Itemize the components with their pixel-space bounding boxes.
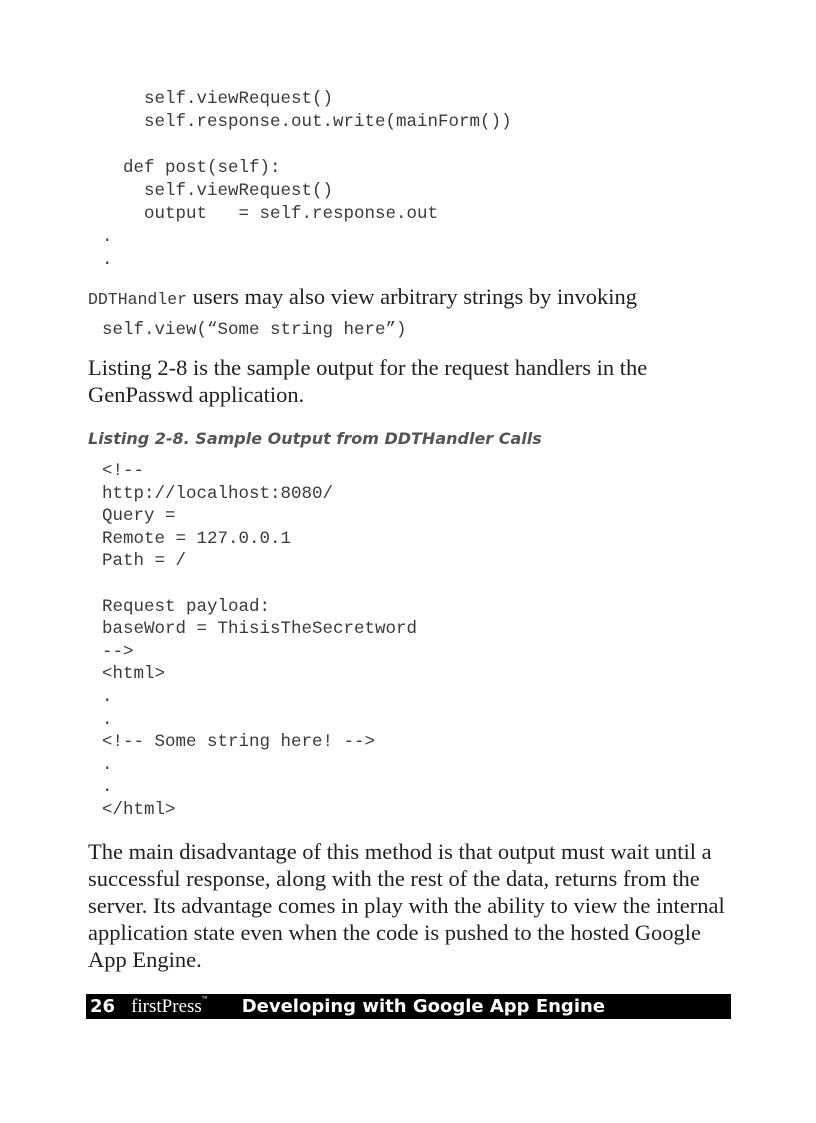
code-line: output = self.response.out: [102, 204, 439, 224]
inline-code-ddthandler: DDTHandler: [88, 290, 188, 309]
code-line: -->: [102, 641, 134, 662]
code-line: self.viewRequest(): [102, 181, 334, 201]
code-line: Query =: [102, 506, 176, 527]
code-line: Request payload:: [102, 596, 271, 617]
page-number: 26: [90, 996, 116, 1017]
publisher-name: firstPress: [131, 995, 202, 1017]
trademark-mark: ™: [201, 996, 208, 1003]
code-line: http://localhost:8080/: [102, 483, 334, 504]
code-line: .: [102, 227, 113, 247]
paragraph-ddthandler: [88, 283, 748, 313]
book-title: Developing with Google App Engine: [241, 996, 606, 1017]
listing-caption: Listing 2-8. Sample Output from DDTHandler Calls: [88, 429, 542, 448]
code-line: .: [102, 250, 113, 270]
code-line: Remote = 127.0.0.1: [102, 528, 292, 549]
paragraph-listing-intro: Listing 2-8 is the sample output for the request handlers in the GenPasswd application.: [88, 355, 648, 407]
code-line: baseWord = ThisisTheSecretword: [102, 619, 418, 640]
code-line: .: [102, 709, 113, 730]
code-line: self.viewRequest(): [102, 89, 334, 109]
code-line: <!-- Some string here! -->: [102, 732, 376, 753]
code-line: def post(self):: [102, 158, 281, 178]
code-line: <html>: [102, 664, 166, 685]
paragraph-disadvantage: The main disadvantage of this method is that output must wait until a successful response, along with the rest of the data, returns from the server. Its advantage comes in play with the ability to view the internal application state even when the code is pushed to the hosted Google App Engine.: [88, 839, 725, 972]
code-line: <!--: [102, 461, 145, 481]
code-block-top: [102, 88, 512, 272]
code-line: .: [102, 754, 113, 775]
code-line: .: [102, 777, 113, 798]
paragraph-ddthandler-text: users may also view arbitrary strings by invoking: [187, 284, 637, 309]
code-line: self.response.out.write(mainForm()): [102, 112, 512, 132]
code-line: </html>: [102, 799, 176, 820]
code-listing-output: [102, 460, 417, 822]
code-line: Path = /: [102, 551, 187, 572]
publisher-logo: [131, 996, 208, 1018]
code-view-invoke: self.view(“Some string here”): [102, 320, 407, 340]
page-footer: [86, 994, 731, 1019]
code-line: .: [102, 686, 113, 707]
